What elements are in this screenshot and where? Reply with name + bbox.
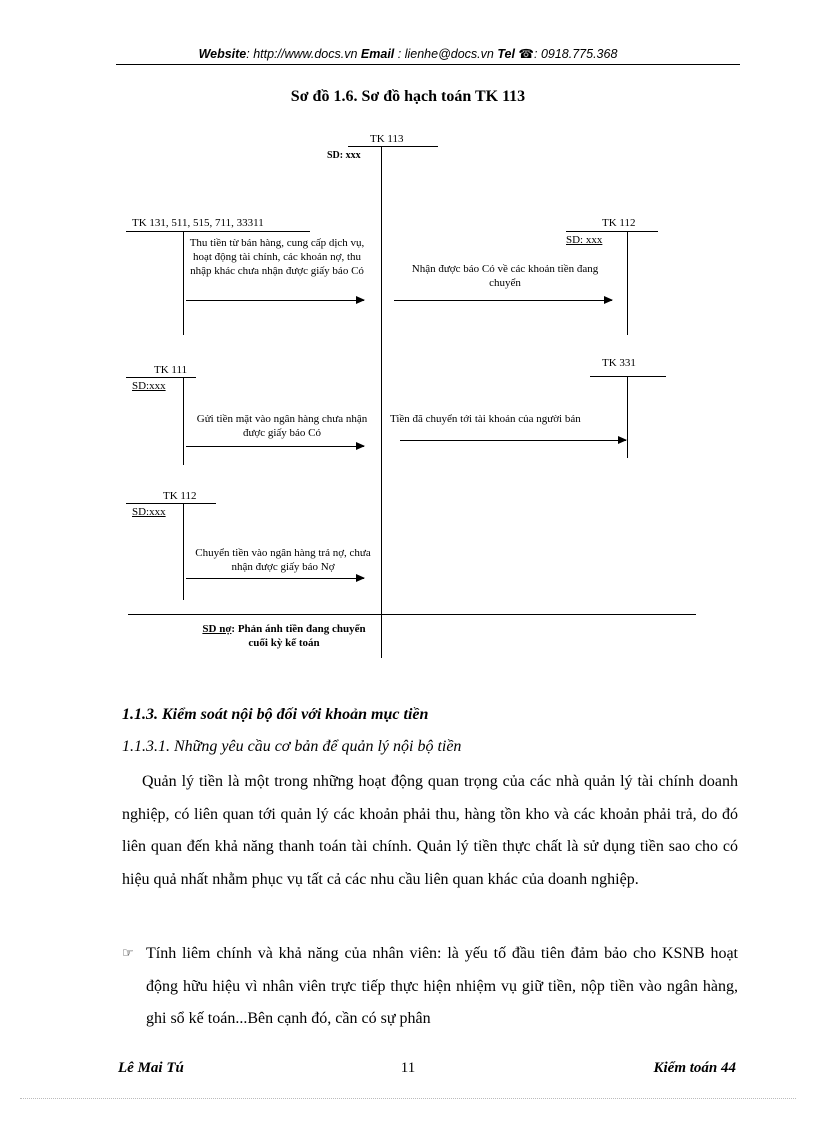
right-account-1: TK 112	[602, 217, 636, 229]
right-account-1-desc: Nhận được báo Có về các khoản tiền đang chuyển	[411, 263, 599, 289]
left-account-3-desc: Chuyển tiền vào ngân hàng trả nợ, chưa nhận được giấy báo Nợ	[195, 547, 371, 573]
center-account-line	[381, 146, 382, 658]
ending-balance-text: : Phản ánh tiền đang chuyển cuối kỳ kế toán	[231, 623, 366, 649]
website-value: : http://www.docs.vn	[246, 47, 358, 61]
page-number: 11	[400, 1060, 416, 1076]
section-subheading: 1.1.3.1. Những yêu cầu cơ bản để quản lý nội bộ tiền	[122, 738, 462, 755]
left-account-3: TK 112	[163, 490, 197, 502]
email-label: Email	[360, 47, 395, 61]
tel-value: : 0918.775.368	[534, 47, 618, 61]
diagram-title: Sơ đồ 1.6. Sơ đồ hạch toán TK 113	[290, 88, 526, 105]
right-account-2-rule	[590, 376, 666, 377]
body-paragraph: Quản lý tiền là một trong những hoạt động quan trọng của các nhà quản lý tài chính doanh nghiệp, có liên quan tới quản lý các khoản phải thu, hàng tồn kho và các khoản phải trả, do đó liên quan đến khả năng thanh toán tài chính. Quản lý tiền thực chất là sử dụng tiền sao cho có hiệu quả nhất nhằm phục vụ tất cả các nhu cầu liên quan khác của doanh nghiệp.	[122, 773, 738, 888]
email-value: : lienhe@docs.vn	[397, 47, 494, 61]
page-header	[0, 46, 816, 61]
right-account-1-arrow	[394, 300, 612, 301]
left-account-1-desc: Thu tiền từ bán hàng, cung cấp dịch vụ, hoạt động tài chính, các khoản nợ, thu nhập khác chưa nhận được giấy báo Có	[189, 237, 365, 277]
left-account-1-rule	[126, 231, 310, 232]
left-account-3-balance: SD:xxx	[132, 506, 166, 518]
ending-balance-rule	[128, 614, 696, 615]
website-label: Website	[198, 47, 247, 61]
center-account-rule	[348, 146, 438, 147]
left-account-2: TK 111	[154, 364, 188, 376]
bullet-text: Tính liêm chính và khả năng của nhân viên: là yếu tố đầu tiên đảm bảo cho KSNB hoạt động hữu hiệu vì nhân viên trực tiếp thực hiện nhiệm vụ giữ tiền, nộp tiền vào ngân hàng, ghi sổ kế toán...Bên cạnh đó, cần có sự phân	[146, 945, 738, 1027]
left-account-1-arrow	[186, 300, 364, 301]
tel-label: Tel	[497, 47, 515, 61]
bullet-item	[122, 938, 738, 1036]
right-account-2: TK 331	[602, 357, 636, 369]
left-account-2-line	[183, 377, 184, 465]
footer-class: Kiểm toán 44	[653, 1060, 736, 1076]
ending-balance-label: SD nợ	[202, 623, 232, 635]
left-account-2-arrow	[186, 446, 364, 447]
right-account-1-rule	[566, 231, 658, 232]
left-account-2-balance: SD:xxx	[132, 380, 166, 392]
center-balance: SD: xxx	[327, 150, 361, 161]
section-heading: 1.1.3. Kiểm soát nội bộ đối với khoản mục tiền	[122, 706, 429, 723]
right-account-2-desc: Tiền đã chuyển tới tài khoản của người bán	[390, 413, 581, 425]
center-account-label: TK 113	[370, 133, 404, 145]
header-rule	[116, 64, 740, 65]
left-account-1: TK 131, 511, 515, 711, 33311	[132, 217, 264, 229]
right-account-1-line	[627, 231, 628, 335]
left-account-2-desc: Gửi tiền mặt vào ngân hàng chưa nhận được giấy báo Có	[196, 413, 368, 439]
left-account-3-rule	[126, 503, 216, 504]
left-account-3-arrow	[186, 578, 364, 579]
phone-icon: ☎	[518, 47, 534, 61]
ending-balance-note	[196, 622, 372, 650]
left-account-1-line	[183, 231, 184, 335]
right-account-2-line	[627, 376, 628, 458]
right-account-2-arrow	[400, 440, 626, 441]
pointing-hand-icon: ☞	[122, 946, 134, 961]
left-account-2-rule	[126, 377, 196, 378]
footer-dotted-rule	[20, 1098, 796, 1099]
footer-author: Lê Mai Tú	[118, 1060, 184, 1076]
left-account-3-line	[183, 503, 184, 600]
right-account-1-balance: SD: xxx	[566, 234, 603, 246]
